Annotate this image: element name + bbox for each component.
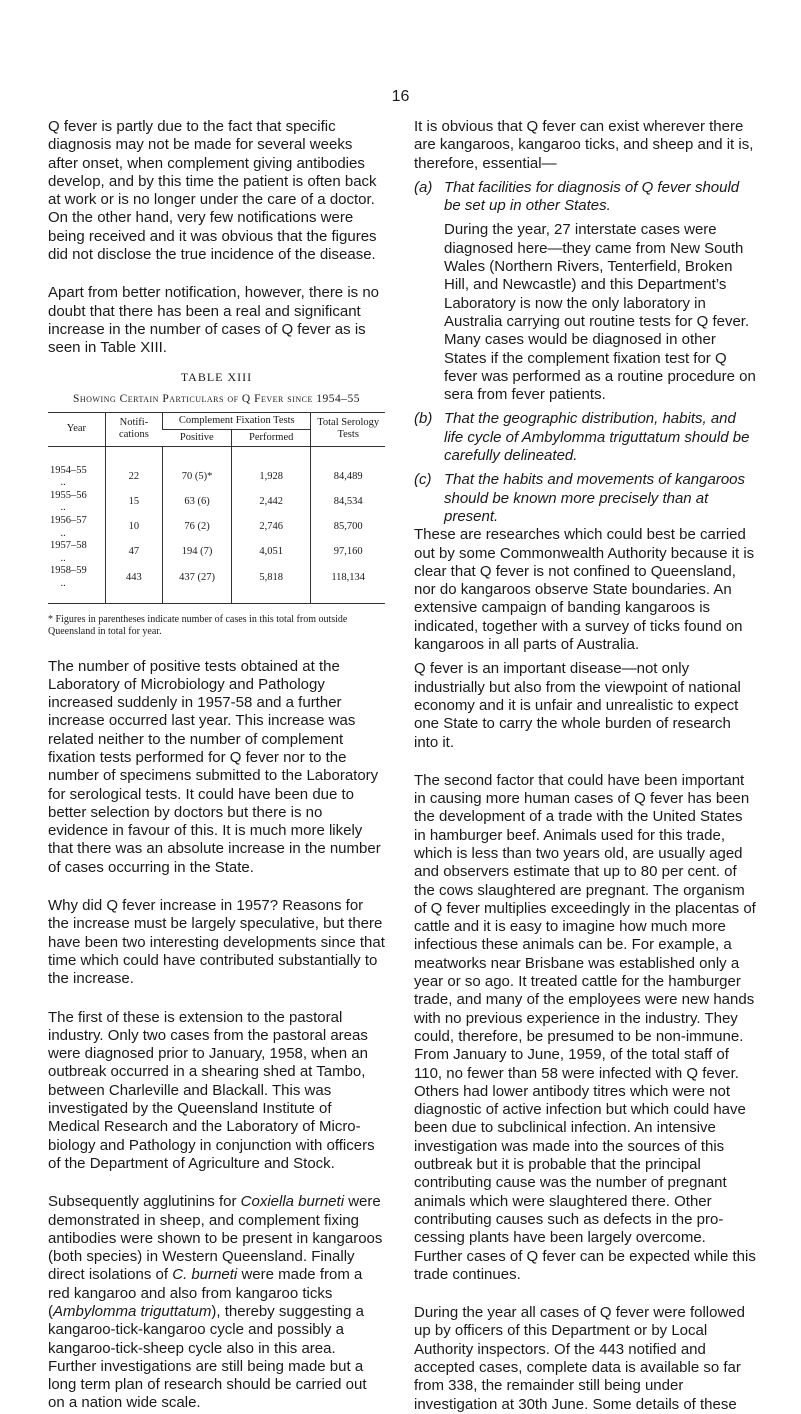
- cell-performed: 2,746: [232, 515, 311, 540]
- left-paragraph-4: Why did Q fever increase in 1957? Reasons for the increase must be largely speculative, but there have been two interesting developments since that time which could have contributed substantially to the increase.: [48, 897, 385, 988]
- header-notifications: Notifications: [105, 412, 162, 446]
- list-label: (a): [414, 178, 433, 196]
- right-column: [414, 118, 756, 1414]
- cell-notifications: 10: [105, 515, 162, 540]
- header-complement-fixation: Complement Fixation Tests: [163, 412, 311, 429]
- cell-year: 1955–56 ..: [50, 489, 87, 514]
- header-positive: Positive: [163, 429, 232, 446]
- interstate-paragraph: During the year, 27 interstate cases were diagnosed here—they came from New South Wales (Northern Rivers, Tenterfield, Broken Hill, and Newcastle) and this Department’s Laboratory is now the only laboratory in Australia carrying out routine tests for Q fever. Many cases would be diagnosed in other States if the complement fixation test for Q fever was performed as a routine procedure on sera from fever patients.: [444, 221, 756, 404]
- cell-positive: 194 (7): [163, 540, 232, 565]
- right-paragraph-2: These are researches which could best be carried out by some Commonwealth Authority because it is clear that Q fever is not confined to Queensland, nor do kangaroos observe State boundaries. An extensive campaign of banding kangaroos is indicated, together with a survey of ticks found on kangaroos in all parts of Australia.: [414, 526, 755, 654]
- list-text: That facilities for diagnosis of Q fever should be set up in other States.: [444, 178, 740, 215]
- cell-positive: 63 (6): [163, 490, 232, 515]
- text-run: ), thereby suggesting a kangaroo-tick-kangaroo cycle and possibly a kangaroo-tick-sheep cycle also in this area. Further investigations are still being made but a long term plan of research should be carried out on a nation wide scale.: [48, 1303, 367, 1412]
- text-run: were demonstrated in sheep, and complement fixing antibodies were shown to be present in kangaroos (both species) in Western Queensland. Finally direct isolations of: [48, 1193, 383, 1284]
- list-item-a: [414, 179, 756, 216]
- table-row: [48, 515, 385, 540]
- table-row: [48, 540, 385, 565]
- cell-notifications: 47: [105, 540, 162, 565]
- cell-total: 85,700: [311, 515, 385, 540]
- list-label: (b): [414, 410, 433, 428]
- species-name: C. burneti: [172, 1266, 238, 1284]
- table-footnote: * Figures in parentheses indicate number of cases in this total from outside Queensland in total for year.: [48, 613, 348, 637]
- cell-total: 97,160: [311, 540, 385, 565]
- left-column: [48, 118, 385, 1413]
- left-paragraph-2: Apart from better notification, however, there is no doubt that there has been a real and significant increase in the number of cases of Q fever as is seen in Table XIII.: [48, 284, 380, 357]
- left-paragraph-6: [48, 1193, 385, 1413]
- right-paragraph-1: It is obvious that Q fever can exist wherever there are kangaroos, kangaroo ticks, and sheep and it is, therefore, essential—: [414, 118, 754, 172]
- cell-performed: 4,051: [232, 540, 311, 565]
- header-total-serology: Total Serology Tests: [311, 412, 385, 446]
- list-text: That the geographic distribution, habits, and life cycle of Ambylomma triguttatum should be carefully delineated.: [444, 410, 750, 465]
- left-paragraph-5: The first of these is extension to the pastoral industry. Only two cases from the pastoral areas were diagnosed prior to January, 1958, when an outbreak occurred in a shearing shed at Tambo, between Charleville and Blackall. This was investigated by the Queensland Institute of Medical Research and the Laboratory of Microbiology and Pathology in conjunction with officers of the Department of Agriculture and Stock.: [48, 1008, 375, 1172]
- cell-notifications: 15: [105, 490, 162, 515]
- cell-year: 1957–58 ..: [50, 540, 87, 564]
- cell-year: 1954–55 ..: [50, 464, 87, 489]
- list-item-b: [414, 410, 756, 465]
- cell-total: 118,134: [311, 565, 385, 603]
- left-paragraph-3: The number of positive tests obtained at the Laboratory of Microbiology and Pathology increased suddenly in 1957-58 and a further increase occurred last year. This increase was related neither to the number of complement fixation tests performed for Q fever nor to the number of specimens submitted to the Laboratory for serological tests. It could have been due to better selection by doctors but there is no evidence in favour of this. It is much more likely that there was an absolute increase in the number of cases occurring in the State.: [48, 657, 381, 876]
- text-run: were made from a red kangaroo and also from kangaroo ticks (: [48, 1266, 363, 1320]
- header-performed: Performed: [232, 429, 311, 446]
- right-paragraph-3: Q fever is an important disease—not only industrially but also from the viewpoint of national economy and it is unfair and unrealistic to expect one State to carry the whole burden of research into it.: [414, 660, 741, 751]
- list-text: That the habits and movements of kangaroos should be known more precisely than at present.: [444, 471, 746, 525]
- left-paragraph-1: Q fever is partly due to the fact that specific diagnosis may not be made for several weeks after onset, when complement giving antibodies develop, and by this time the patient is often back at work or is no longer under the care of a doctor. On the other hand, very few notifications were being received and it was obvious that the figures did not disclose the true incidence of the disease.: [48, 118, 377, 264]
- cell-total: 84,489: [311, 446, 385, 490]
- species-name: Coxiella burneti: [240, 1193, 345, 1211]
- table-subtitle: Showing Certain Particulars of Q Fever since 1954–55: [72, 392, 361, 405]
- cell-year: 1956–57 ..: [50, 514, 87, 539]
- header-year: Year: [48, 412, 105, 446]
- list-item-c: [414, 471, 756, 526]
- right-paragraph-5: During the year all cases of Q fever were followed up by officers of this Department or by Local Authority inspectors. Of the 443 notified and accepted cases, complete data is available so far from 338, the remainder still being under investigation at 30th June. Some details of these: [414, 1304, 745, 1413]
- cell-positive: 70 (5)*: [163, 446, 232, 490]
- text-run: Subsequently agglutinins for: [48, 1193, 241, 1211]
- cell-positive: 76 (2): [163, 515, 232, 540]
- table-row: [48, 565, 385, 603]
- right-paragraph-4: The second factor that could have been important in causing more human cases of Q fever has been the development of a trade with the United States in hamburger beef. Animals used for this trade, which is less than two years old, are usually aged and observers estimate that up to 80 per cent. of the cows slaughtered are pregnant. The organism of Q fever multiplies exceedingly in the placentas of cattle and it is easy to imagine how much more infectious these animals can be. For example, a meatworks near Brisbane was established only a year or so ago. It treated cattle for the hamburger trade, and many of the employees were new hands with no previous experience in the industry. They could, therefore, be presumed to be non-immune. From January to June, 1959, of the total staff of 110, no fewer than 58 were infected with Q fever. Others had lower antibody titres which were not diagnostic of active infection but which could have been due to subclinical infection. An intensive investigation was made into the sources of this outbreak but it is probable that the principal contributing cause was the number of pregnant animals which were slaughtered there. Other contributing causes such as defects in the processing plants have been largely overcome. Further cases of Q fever can be expected while this trade continues.: [414, 771, 756, 1283]
- cell-performed: 1,928: [232, 446, 311, 490]
- species-name: Ambylomma triguttatum: [53, 1303, 212, 1320]
- list-label: (c): [414, 471, 432, 489]
- cell-performed: 5,818: [232, 565, 311, 603]
- cell-positive: 437 (27): [163, 565, 232, 603]
- table-row: [48, 490, 385, 515]
- table-title: TABLE XIII: [180, 369, 253, 384]
- page-number: 16: [391, 88, 410, 105]
- cell-performed: 2,442: [232, 490, 311, 515]
- cell-notifications: 443: [105, 565, 162, 603]
- q-fever-table: [48, 412, 385, 604]
- table-row: [48, 446, 385, 490]
- cell-total: 84,534: [311, 490, 385, 515]
- cell-year: 1958–59 ..: [48, 565, 105, 603]
- cell-notifications: 22: [105, 446, 162, 490]
